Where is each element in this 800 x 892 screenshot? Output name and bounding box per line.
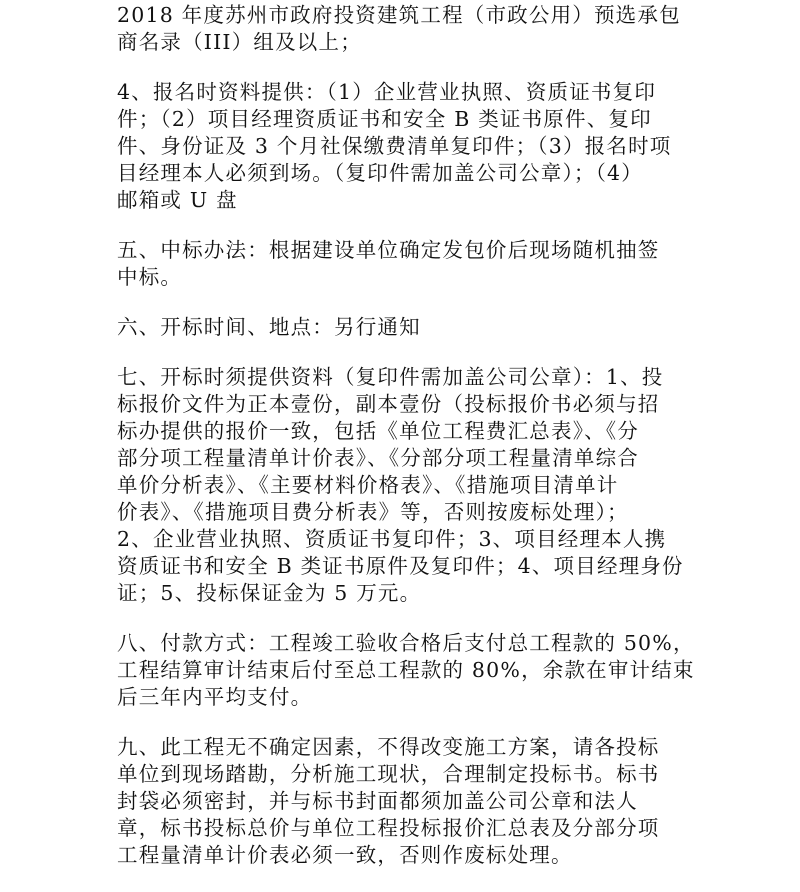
text-line: 目经理本人必须到场。（复印件需加盖公司公章）；（4） [117,161,643,185]
paragraph-payment-method [117,630,695,711]
text-line: 中标。 [117,265,183,289]
text-line: 价表》、《措施项目费分析表》等，否则按废标处理）； [117,500,629,524]
text-line: 资质证书和安全 B 类证书原件及复印件；4、项目经理身份 [117,554,684,578]
text-line: 六、开标时间、地点：另行通知 [117,315,421,339]
text-line: 七、开标时须提供资料（复印件需加盖公司公章）：1、投 [117,365,664,389]
text-line: 邮箱或 U 盘 [117,188,238,212]
document-body [117,0,695,892]
paragraph-award-method [117,237,677,291]
text-line: 2、企业营业执照、资质证书复印件；3、项目经理本人携 [117,527,667,551]
text-line: 商名录（III）组及以上； [117,30,362,54]
text-line: 封袋必须密封，并与标书封面都须加盖公司公章和法人 [117,789,638,813]
text-line: 五、中标办法：根据建设单位确定发包价后现场随机抽签 [117,238,660,262]
text-line: 后三年内平均支付。 [117,685,313,709]
text-line: 工程结算审计结束后付至总工程款的 80%，余款在审计结束 [117,658,695,682]
text-line: 单位到现场踏勘，分析施工现状，合理制定投标书。标书 [117,762,660,786]
text-line: 标办提供的报价一致，包括《单位工程费汇总表》、《分 [117,419,639,443]
text-line: 八、付款方式：工程竣工验收合格后支付总工程款的 50%， [117,631,695,655]
paragraph-registration-materials [117,79,677,214]
text-line: 九、此工程无不确定因素，不得改变施工方案，请各投标 [117,735,660,759]
text-line: 证；5、投标保证金为 5 万元。 [117,581,422,605]
paragraph-opening-time [117,314,677,341]
paragraph-opening-materials [117,364,684,607]
paragraph-site-survey [117,734,677,869]
text-line: 件、身份证及 3 个月社保缴费清单复印件；（3）报名时项 [117,134,672,158]
paragraph-qualification-list [117,2,681,56]
text-line: 章，标书投标总价与单位工程投标报价汇总表及分部分项 [117,816,660,840]
text-line: 4、报名时资料提供：（1）企业营业执照、资质证书复印 [117,80,657,104]
text-line: 标报价文件为正本壹份，副本壹份（投标报价书必须与招 [117,392,660,416]
text-line: 部分项工程量清单计价表》、《分部分项工程量清单综合 [117,446,639,470]
text-line: 2018 年度苏州市政府投资建筑工程（市政公用）预选承包 [117,3,681,27]
text-line: 单价分析表》、《主要材料价格表》、《措施项目清单计 [117,473,619,497]
text-line: 工程量清单计价表必须一致，否则作废标处理。 [117,843,573,867]
text-line: 件；（2）项目经理资质证书和安全 B 类证书原件、复印 [117,107,652,131]
